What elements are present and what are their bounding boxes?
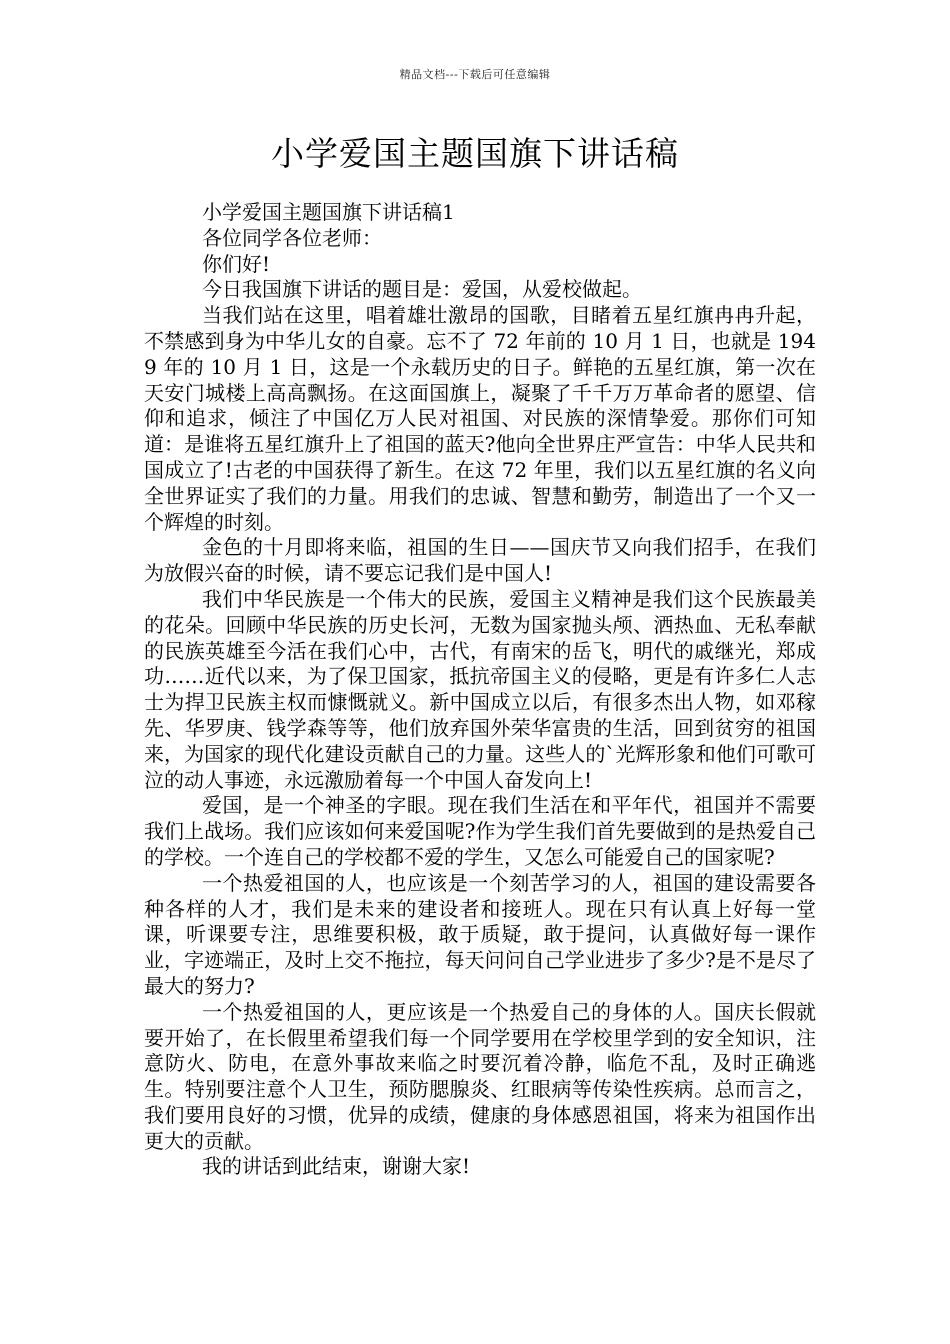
body-paragraph: 一个热爱祖国的人，更应该是一个热爱自己的身体的人。国庆长假就要开始了，在长假里希望我们每一个同学要用在学校里学到的安全知识，注意防火、防电，在意外事故来临之时要沉着冷静，临危不乱，及时正确逃生。特别要注意个人卫生，预防腮腺炎、红眼病等传染性疾病。总而言之，我们要用良好的习惯，优异的成绩，健康的身体感恩祖国，将来为祖国作出更大的贡献。: [144, 999, 816, 1153]
body-paragraph: 爱国，是一个神圣的字眼。现在我们生活在和平年代，祖国并不需要我们上战场。我们应该如何来爱国呢?作为学生我们首先要做到的是热爱自己的学校。一个连自己的学校都不爱的学生，又怎么可能爱自己的国家呢?: [144, 793, 816, 869]
subtitle-paragraph: 小学爱国主题国旗下讲话稿1: [202, 200, 455, 224]
body-paragraph: 一个热爱祖国的人，也应该是一个刻苦学习的人，祖国的建设需要各种各样的人才，我们是未来的建设者和接班人。现在只有认真上好每一堂课，听课要专注，思维要积极，敢于质疑，敢于提问，认真做好每一课作业，字迹端正，及时上交不拖拉，每天问问自己学业进步了多少?是不是尽了最大的努力?: [144, 870, 816, 998]
document-body: [144, 200, 816, 1180]
header-note: 精品文档---下载后可任意编辑: [399, 68, 551, 81]
document-title: 小学爱国主题国旗下讲话稿: [271, 134, 679, 173]
body-paragraph: 金色的十月即将来临，祖国的生日——国庆节又向我们招手，在我们为放假兴奋的时候，请不要忘记我们是中国人!: [144, 535, 816, 586]
closing-paragraph: 我的讲话到此结束，谢谢大家!: [202, 1154, 471, 1179]
greeting-paragraph: 各位同学各位老师：: [202, 225, 382, 250]
greeting-paragraph: 你们好!: [202, 251, 271, 276]
topic-paragraph: 今日我国旗下讲话的题目是：爱国，从爱校做起。: [202, 277, 642, 302]
body-paragraph: 我们中华民族是一个伟大的民族，爱国主义精神是我们这个民族最美的花朵。回顾中华民族的历史长河，无数为国家抛头颅、洒热血、无私奉献的民族英雄至今活在我们心中，古代，有南宋的岳飞，明代的戚继光，郑成功……近代以来，为了保卫国家，抵抗帝国主义的侵略，更是有许多仁人志士为捍卫民族主权而慷慨就义。新中国成立以后，有很多杰出人物，如邓稼先、华罗庚、钱学森等等，他们放弃国外荣华富贵的生活，回到贫穷的祖国来，为国家的现代化建设贡献自己的力量。这些人的`光辉形象和他们可歌可泣的动人事迹，永远激励着每一个中国人奋发向上!: [144, 586, 816, 792]
body-paragraph: 当我们站在这里，唱着雄壮激昂的国歌，目睹着五星红旗冉冉升起，不禁感到身为中华儿女的自豪。忘不了 72 年前的 10 月 1 日，也就是 1949 年的 10 月 1 日，这是一个永载历史的日子。鲜艳的五星红旗，第一次在天安门城楼上高高飘扬。在这面国旗上，凝聚了千千万万革命者的愿望、信仰和追求，倾注了中国亿万人民对祖国、对民族的深情挚爱。那你们可知道：是谁将五星红旗升上了祖国的蓝天?他向全世界庄严宣告：中华人民共和国成立了!古老的中国获得了新生。在这 72 年里，我们以五星红旗的名义向全世界证实了我们的力量。用我们的忠诚、智慧和勤劳，制造出了一个又一个辉煌的时刻。: [144, 303, 816, 534]
